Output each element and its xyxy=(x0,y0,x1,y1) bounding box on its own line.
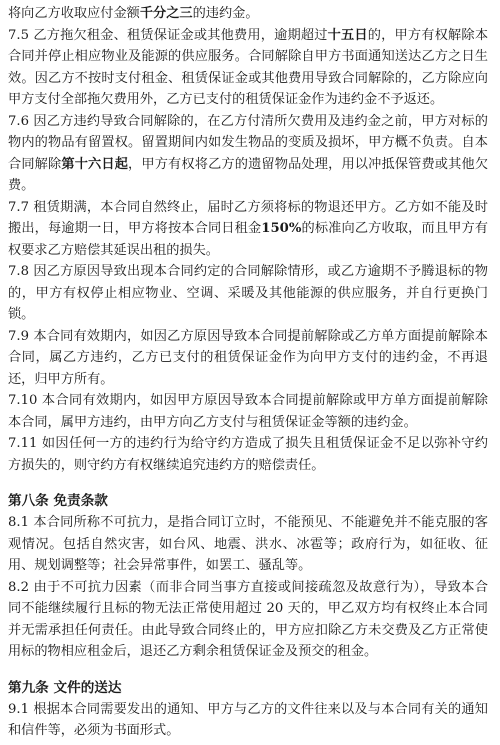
paragraph-text: 8.1 本合同所称不可抗力，是指合同订立时，不能预见、不能避免并不能克服的客观情况。包括自然灾害，如台风、地震、洪水、冰雹等；政府行为，如征收、征用、规划调整等；社会异常事件，如罢工、骚乱等。 xyxy=(8,515,488,573)
paragraph-text: 第九条 文件的送达 xyxy=(8,679,122,696)
section-spacer xyxy=(8,663,488,677)
paragraph-text: 7.5 乙方拖欠租金、租赁保证金或其他费用，逾期超过 xyxy=(8,27,328,43)
emphasized-text: 十五日 xyxy=(327,27,368,43)
paragraph-text: 7.7 租赁期满，本合同自然终止，届时乙方须将标的物退还甲方。乙方如不能及时搬出，每逾期一日，甲方将按本合同日租金 xyxy=(8,199,488,236)
paragraph-text: 将向乙方收取应付金额 xyxy=(8,6,140,21)
paragraph-text: 7.8 因乙方原因导致出现本合同约定的合同解除情形，或乙方逾期不予腾退标的物的，甲方有权停止相应物业、空调、采暖及其他能源的供应服务，并自行更换门锁。 xyxy=(8,264,488,322)
clause-paragraph xyxy=(8,577,488,663)
paragraph-text: 9.1 根据本合同需要发出的通知、甲方与乙方的文件往来以及与本合同有关的通知和信件等，必须为书面形式。 xyxy=(8,701,488,738)
paragraph-text: 7.6 因乙方违约导致合同解除的，在乙方付清所欠费用及违约金之前，甲方对标的物内的物品有留置权。留置期间内如发生物品的变质及损坏，甲方概不负责。自本合同解除 xyxy=(8,113,488,172)
emphasized-text: 150% xyxy=(261,221,302,236)
paragraph-text: 的标准向乙方收取，而且甲方有权要求乙方赔偿其延误出租的损失。 xyxy=(8,221,488,258)
emphasized-text: 千分之三 xyxy=(139,6,193,21)
clause-paragraph xyxy=(8,433,488,476)
paragraph-text: 的违约金。 xyxy=(192,6,259,21)
clause-paragraph xyxy=(8,512,488,577)
paragraph-text: 7.9 本合同有效期内，如因乙方原因导致本合同提前解除或乙方单方面提前解除本合同，属乙方违约，乙方已支付的租赁保证金作为向甲方支付的违约金，不再退还，归甲方所有。 xyxy=(8,328,488,387)
clause-paragraph xyxy=(8,390,488,433)
paragraph-text: 第八条 免责条款 xyxy=(8,493,108,509)
section-heading xyxy=(8,490,488,512)
paragraph-text: ，甲方有权将乙方的遗留物品处理，用以冲抵保管费或其他欠费。 xyxy=(8,156,489,193)
section-spacer xyxy=(8,476,488,490)
clause-paragraph xyxy=(8,3,488,25)
paragraph-text: 的，甲方有权解除本合同并停止相应物业及能源的供应服务。合同解除自甲方书面通知送达乙方之日生效。因乙方不按时支付租金、租赁保证金或其他费用导致合同解除的，乙方除应向甲方支付全部拖欠费用外，乙方已支付的租赁保证金作为违约金不予返还。 xyxy=(8,27,489,107)
clause-paragraph xyxy=(8,25,488,111)
paragraph-text: 7.11 如因任何一方的违约行为给守约方造成了损失且租赁保证金不足以弥补守约方损失的，则守约方有权继续追究违约方的赔偿责任。 xyxy=(8,436,488,473)
clause-paragraph xyxy=(8,111,488,197)
emphasized-text: 第十六日起 xyxy=(61,156,129,172)
paragraph-text: 8.2 由于不可抗力因素（而非合同当事方直接或间接疏忽及故意行为），导致本合同不能继续履行且标的物无法正常使用超过 20 天的，甲乙双方均有权终止本合同并无需承担任何责任。由此导致合同终止的，甲方应扣除乙方未交费及乙方正常使用标的物相应租金后，退还乙方剩余租赁保证金及预交的租金。 xyxy=(8,579,488,659)
clause-paragraph xyxy=(8,197,488,262)
clause-paragraph xyxy=(8,261,488,326)
clause-paragraph xyxy=(8,699,488,742)
paragraph-text: 7.10 本合同有效期内，如因甲方原因导致本合同提前解除或甲方单方面提前解除本合同，属甲方违约，由甲方向乙方支付与租赁保证金等额的违约金。 xyxy=(8,393,488,430)
clause-paragraph xyxy=(8,326,488,391)
section-heading xyxy=(8,677,488,699)
